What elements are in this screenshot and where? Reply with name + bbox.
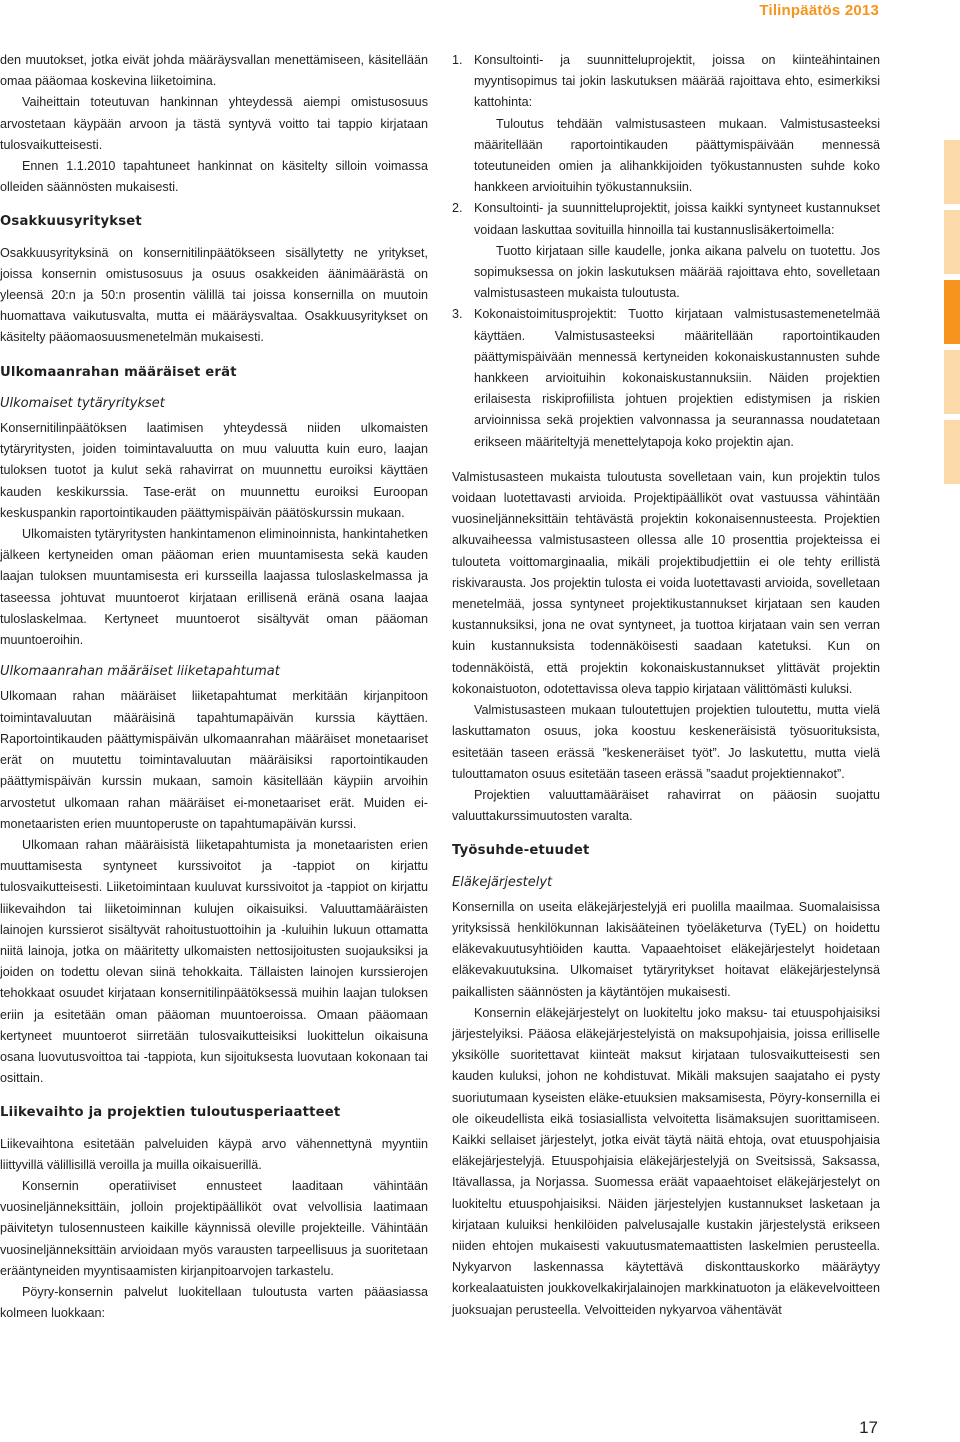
side-tab-marker (944, 420, 960, 484)
paragraph: Ulkomaan rahan määräisistä liiketapahtumista ja monetaaristen erien muuttamisesta syntyneet kurssivoitot ja -tappiot on kirjattu tulosvaikutteisesti. Liiketoimintaan kuuluvat kurssivoitot ja -tappiot on kirjattu liikevaihdon tai liiketoiminnan kulujen oikaisuiksi. Valuuttamääräisten lainojen kurssierot sisältyvät rahoitustuottoihin ja -kuluihin lukuun ottamatta niitä lainoja, jotka on määritetty ulkomaisten nettosijoitusten suojauksiksi ja joiden on todettu olevan siinä tehokkaita. Tällaisten lainojen kurssierojen tehokkaat osuudet kirjataan konsernitilinpäätöksessä muihin laajan tuloksen eriin ja esitetään oman pääoman muuntoeroissa. Omaan pääomaan kertyneet muuntoerot siirretään tulosvaikutteisiksi luokittelun oikaisuna osana luovutusvoittoa tai -tappiota, kun sijoituksesta luovutaan kokonaan tai osittain. (0, 837, 428, 1086)
side-tab-markers (944, 140, 960, 490)
paragraph: Valmistusasteen mukaista tuloutusta sovelletaan vain, kun projektin tulos voidaan luotettavasti arvioida. Projektipäälliköt ovat vastuussa vähintään vuosineljänneksittäin tehtävästä projektin kokonaisennusteesta. Projektien alkuvaiheessa valmistusasteen ollessa alle 10 prosenttia projekteissa ei tulouteta voittomarginaalia, mikäli projektibudjettiin ei ole tehty erillistä riskivarausta. Jos projektin tulosta ei voida luotettavasti arvioida, sovelletaan menetelmää, jossa syntyneet projektikustannukset kirjataan sen kauden kustannuksiksi, jona ne ovat syntyneet, ja tuottoa kirjataan vain sen verran kuin kustannuksista todennäköisesti saadaan katetuksi. Kun on todennäköistä, että projektin kokonaiskustannukset ylittävät projektin kokonaistuoton, odotettavissa oleva tappio kirjataan välittömästi kuluksi. (452, 469, 880, 696)
list-item-text: Konsultointi- ja suunnitteluprojektit, joissa on kiinteähintainen myyntisopimus tai jokin laskutuksen määrää rajoittava ehto, esimerkiksi kattohinta: (474, 53, 880, 110)
paragraph: Konsernin eläkejärjestelyt on luokiteltu joko maksu- tai etuuspohjaisiksi järjestelyiksi. Pääosa eläkejärjestelyistä on maksupohjaisia, joissa erilliselle yksikölle suoritettavat kiinteät maksut kirjataan tulosvaikutteisesti sen kauden kuluksi, johon ne kohdistuvat. Mikäli maksujen saajataho ei pysty suoriutumaan kyseisten eläke-etuuksien maksamisesta, Pöyry-konsernilla ei ole oikeudellista eikä tosiasiallista velvoitetta lisämaksujen suorittamiseen. Kaikki sellaiset järjestelyt, jotka eivät täytä näitä ehtoja, ovat etuuspohjaisia eläkejärjestelyjä. Etuuspohjaisia eläkejärjestelyjä on Sveitsissä, Saksassa, Itävallassa, ja Norjassa. Suomessa eräät vapaaehtoiset eläkejärjestelyt on luokiteltu etuuspohjaisiksi. Näiden järjestelyjen kustannukset lasketaan ja kirjataan kuluiksi henkilöiden palvelusajalle kustakin järjestelystä erikseen niiden ehtojen mukaisesti vakuutusmatemaattisten laskelmien perusteella. Nykyarvon laskennassa käytettävä diskonttauskorko määräytyy korkealaatuisten joukkovelkakirjalainojen markkinatuoton ja eläkevelvoitteen juoksuajan perusteella. Velvoitteiden nykyarvoa vähentävät (452, 1005, 880, 1317)
paragraph: Konsernin operatiiviset ennusteet laaditaan vähintään vuosineljänneksittäin, jolloin projektipäälliköt ovat velvollisia laatimaan päivitetyn tulosennusteen kaikille käynnissä oleville projekteille. Vähintään vuosineljänneksittäin arvioidaan myös varausten tarpeellisuus ja suoritetaan erääntyneiden myyntisaamisten kirjanpitoarvojen tarkastelu. (0, 1178, 428, 1278)
list-number: 1. (452, 53, 463, 67)
list-item-text: Konsultointi- ja suunnitteluprojektit, joissa kaikki syntyneet kustannukset voidaan laskuttaa sovituilla hinnoilla tai kustannuslisäkertoimella: (474, 201, 880, 237)
paragraph: Pöyry-konsernin palvelut luokitellaan tuloutusta varten pääasiassa kolmeen luokkaan: (0, 1284, 428, 1321)
paragraph: Ulkomaisten tytäryritysten hankintamenon eliminoinnista, hankintahetken jälkeen kertyneiden oman pääoman erien muuntamisesta sekä kauden laajan tuloksen muuntamisesta eri kursseilla laajassa tuloslaskelmassa ja taseessa johtuvat muuntoerot kirjataan erillisenä eränä osana laajaa tuloslaskelmaa. Kertyneet muuntoerot sisältyvät oman pääoman muuntoeroihin. (0, 527, 429, 648)
right-column (452, 50, 880, 1321)
list-item (452, 304, 880, 452)
section-heading: Liikevaihto ja projektien tuloutusperiaatteet (0, 1105, 341, 1121)
paragraph: Valmistusasteen mukaan tuloutettujen projektien tuloutettu, mutta vielä laskuttamaton osuus, joka koostuu keskeneräisistä työsuorituksista, esitetään taseen erässä ”keskeneräiset työt”. Jo laskutettu, mutta vielä tulouttamaton osuus esitetään taseen erässä ”saadut projektiennakot”. (452, 703, 880, 781)
paragraph: Konsernitilinpäätöksen laatimisen yhteydessä niiden ulkomaisten tytäryritysten, joiden toimintavaluutta on muu valuutta kuin euro, laajan tuloksen tuotot ja kulut sekä rahavirrat on muunnettu euroiksi käyttäen kauden keskikurssia. Tase-erät on muunnettu euroiksi Euroopan keskuspankin raportointikauden päättymispäivän päätöskurssin mukaan. (0, 421, 428, 520)
paragraph: Konsernilla on useita eläkejärjestelyjä eri puolilla maailmaa. Suomalaisissa yrityksissä henkilökunnan lakisääteinen työeläketurva (TyEL) on hoidettu eläkevakuutusyhtiöiden kautta. Vapaaehtoiset eläkejärjestelyt hoidetaan eläkevakuutuksina. Ulkomaiset tytäryritykset hoitavat eläkejärjestelynsä paikallisten säännösten ja käytäntöjen mukaisesti. (452, 899, 880, 999)
paragraph: Ulkomaan rahan määräiset liiketapahtumat merkitään kirjanpitoon toimintavaluutan määräisinä tapahtumapäivän kurssia käyttäen. Raportointikauden päättymispäivän ulkomaanrahan määräiset monetaariset erät on muutettu toimintavaluutan määräisiksi raportointikauden päättymispäivän kurssin mukaan, samoin käsitellään käypiin arvoihin arvostetut ulkomaan rahan määräiset ei-monetaariset erät. Muiden ei-monetaaristen erien muuntoperuste on tapahtumapäivän kurssi. (0, 689, 428, 831)
paragraph: Vaiheittain toteutuvan hankinnan yhteydessä aiempi omistusosuus arvostetaan käypään arvoon ja tästä syntyvä voitto tai tappio kirjataan tulosvaikutteisesti. (0, 95, 428, 152)
page-number: 17 (859, 1418, 878, 1437)
section-heading: Työsuhde-etuudet (452, 843, 590, 859)
list-item (452, 198, 880, 304)
side-tab-marker (944, 210, 960, 274)
section-heading: Ulkomaanrahan määräiset erät (0, 364, 237, 380)
subsection-heading: Ulkomaanrahan määräiset liiketapahtumat (0, 664, 280, 680)
list-number: 2. (452, 201, 463, 216)
side-tab-marker (944, 350, 960, 414)
header-title: Tilinpäätös 2013 (759, 2, 879, 19)
side-tab-marker (944, 140, 960, 204)
paragraph: Projektien valuuttamääräiset rahavirrat on pääosin suojattu valuuttakurssimuutosten varalta. (452, 787, 880, 824)
list-item-subtext: Tuloutus tehdään valmistusasteen mukaan. Valmistusasteeksi määritellään raportointikauden päättymispäivään mennessä toteutuneiden omien ja alihankkijoiden työkustannusten suhde koko hankkeen arvioituihin työkustannuksiin. (474, 116, 880, 195)
list-number: 3. (452, 307, 463, 322)
left-column (0, 50, 428, 1324)
section-heading: Osakkuusyritykset (0, 214, 142, 230)
paragraph: Ennen 1.1.2010 tapahtuneet hankinnat on käsitelty silloin voimassa olleiden säännösten mukaisesti. (0, 159, 428, 195)
revenue-categories-list (452, 50, 880, 453)
list-item-text: Kokonaistoimitusprojektit: Tuotto kirjataan valmistusastemenetelmää käyttäen. Valmistusasteeksi määritellään raportointikauden päättymispäivään mennessä kertyneiden kokonaiskustannusten suhde hankkeen arvioituihin kokonaiskustannuksiin. Näiden projektien erilaisesta riskiprofiilista johtuen projektien edistymisen ja riskien arvioinnissa sekä projektien valvonnassa ja seurannassa noudatetaan erikseen määriteltyjä menettelytapoja koko projektin ajan. (474, 307, 880, 449)
paragraph: Liikevaihtona esitetään palveluiden käypä arvo vähennettynä myyntiin liittyvillä välillisillä veroilla ja muilla oikaisuerillä. (0, 1136, 428, 1172)
paragraph: den muutokset, jotka eivät johda määräysvallan menettämiseen, käsitellään omaa pääomaa koskevina liiketoimina. (0, 53, 428, 89)
page-header (0, 0, 960, 26)
subsection-heading: Eläkejärjestelyt (452, 874, 553, 890)
list-item-subtext: Tuotto kirjataan sille kaudelle, jonka aikana palvelu on tuotettu. Jos sopimuksessa on jokin laskutuksen määrää rajoittava ehto, sovelletaan valmistusasteen mukaista tuloutusta. (474, 243, 880, 301)
subsection-heading: Ulkomaiset tytäryritykset (0, 395, 165, 411)
paragraph: Osakkuusyrityksinä on konsernitilinpäätökseen sisällytetty ne yritykset, joissa konsernin omistusosuus ja osuus osakkeiden äänimäärästä on yleensä 20:n ja 50:n prosentin välillä tai joissa konsernilla on muutoin huomattava vaikutusvalta, mutta ei määräysvaltaa. Osakkuusyritykset on käsitelty pääomaosuusmenetelmän mukaisesti. (0, 245, 428, 345)
side-tab-marker-active (944, 280, 960, 344)
list-item (452, 50, 880, 198)
